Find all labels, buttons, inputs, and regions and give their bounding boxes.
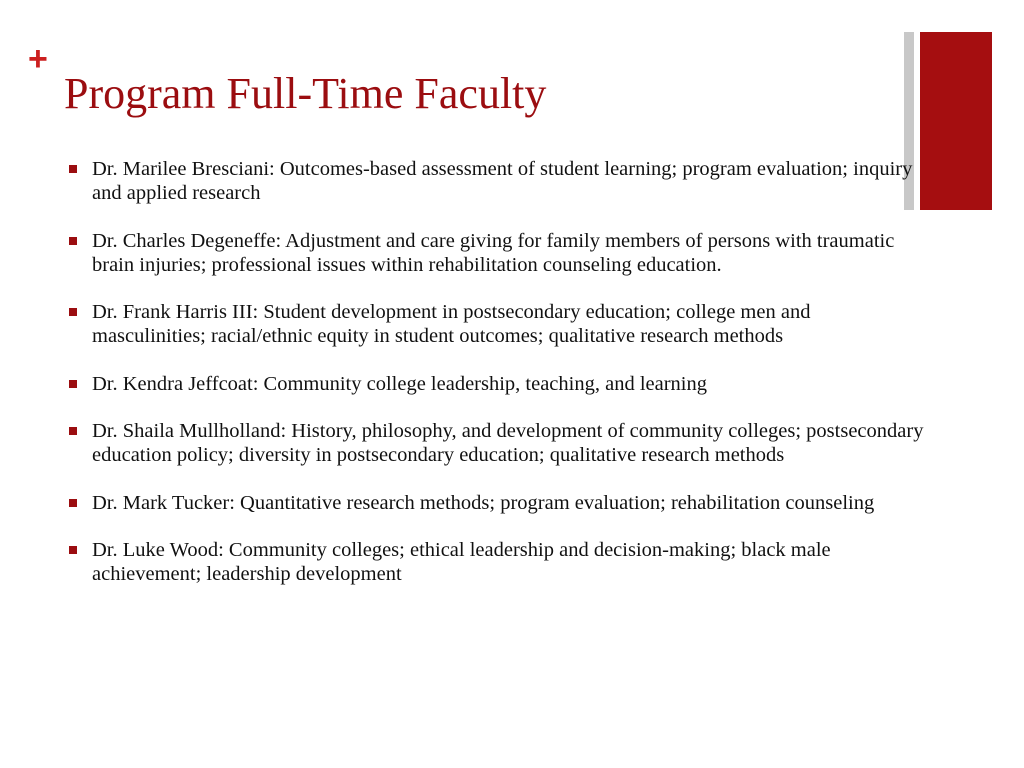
faculty-item-text: Dr. Frank Harris III: Student development in postsecondary education; college men and masculinities; racial/ethnic equity in student outcomes; qualitative research methods	[92, 301, 811, 347]
faculty-item	[68, 491, 928, 515]
faculty-item	[68, 300, 928, 348]
plus-icon: +	[28, 40, 48, 78]
faculty-item	[68, 538, 928, 586]
decorative-red-block	[920, 32, 992, 210]
faculty-item	[68, 229, 928, 277]
square-bullet-icon	[69, 427, 77, 435]
square-bullet-icon	[69, 380, 77, 388]
faculty-item-text: Dr. Charles Degeneffe: Adjustment and care giving for family members of persons with traumatic brain injuries; professional issues within rehabilitation counseling education.	[92, 229, 895, 276]
faculty-item-text: Dr. Kendra Jeffcoat: Community college leadership, teaching, and learning	[92, 372, 707, 395]
square-bullet-icon	[69, 499, 77, 507]
square-bullet-icon	[69, 546, 77, 554]
faculty-item	[68, 372, 928, 396]
faculty-item	[68, 419, 928, 467]
square-bullet-icon	[69, 237, 77, 245]
faculty-item-text: Dr. Marilee Bresciani: Outcomes-based assessment of student learning; program evaluation; inquiry and applied research	[92, 158, 913, 204]
faculty-item-text: Dr. Mark Tucker: Quantitative research methods; program evaluation; rehabilitation counseling	[92, 491, 875, 514]
slide-title: Program Full-Time Faculty	[64, 69, 547, 118]
faculty-list	[68, 157, 928, 610]
square-bullet-icon	[69, 308, 77, 316]
faculty-item	[68, 157, 928, 205]
faculty-item-text: Dr. Shaila Mullholland: History, philosophy, and development of community colleges; postsecondary education policy; diversity in postsecondary education; qualitative research methods	[92, 420, 924, 466]
square-bullet-icon	[69, 165, 77, 173]
faculty-item-text: Dr. Luke Wood: Community colleges; ethical leadership and decision-making; black male achievement; leadership development	[92, 539, 831, 585]
